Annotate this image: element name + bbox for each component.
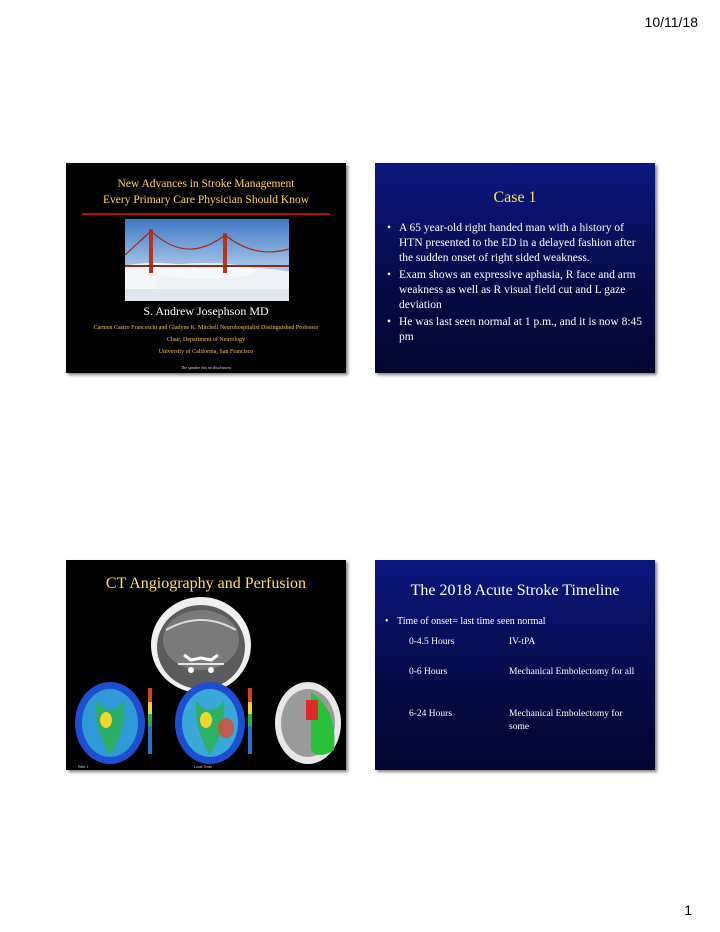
disclosure-note: The speaker has no disclosures [181,365,231,370]
case-bullets [385,221,647,347]
perfusion-map-3 [275,682,341,764]
treatment: IV-tPA [509,637,536,647]
perfusion-map-2 [175,682,252,764]
time-window: 0-6 Hours [409,667,448,677]
slide-title [66,163,346,373]
time-window: 6-24 Hours [409,709,453,719]
slide-title-heading [66,176,346,208]
map-label-2: Local Tmax [194,765,213,769]
slide-case-1 [375,163,655,373]
ct-title: CT Angiography and Perfusion [105,575,307,592]
slide-ct-angiography [66,560,346,770]
case-title: Case 1 [493,189,537,206]
perfusion-map-1 [75,682,152,764]
ct-angiogram-image [151,597,251,693]
case-bullet: • A 65 year-old right handed man with a history of HTN presented to the ED in a delayed fashion after the sudden onset of right sided weakness. [385,221,647,266]
timeline-title: The 2018 Acute Stroke Timeline [410,582,620,599]
page-number: 1 [684,902,692,918]
author-institution: University of California, San Francisco [158,349,254,355]
title-line-2: Every Primary Care Physician Should Know [102,194,309,206]
case-bullet: • He was last seen normal at 1 p.m., and it is now 8:45 pm [385,315,647,345]
title-line-1: New Advances in Stroke Management [117,178,295,190]
map-label-1: Rate 1 [78,765,89,769]
author-name: S. Andrew Josephson MD [143,304,269,318]
timeline-bullet: • Time of onset= last time seen normal [397,616,546,627]
case-bullet: • Exam shows an expressive aphasia, R face and arm weakness as well as R visual field cut and L gaze deviation [385,268,647,313]
treatment: Mechanical Embolectomy for some [509,709,623,732]
golden-gate-photo [125,219,289,301]
title-divider [82,213,330,215]
author-department: Chair, Department of Neurology [166,337,246,343]
header-date: 10/11/18 [644,14,698,30]
time-window: 0-4.5 Hours [409,637,455,647]
author-title: Carmen Castro Franceschi and Gladyne K. Mitchell Neurohospitalist Distinguished Professor [93,325,319,331]
slide-stroke-timeline [375,560,655,770]
treatment: Mechanical Embolectomy for all [509,667,635,677]
ct-images [66,560,346,770]
